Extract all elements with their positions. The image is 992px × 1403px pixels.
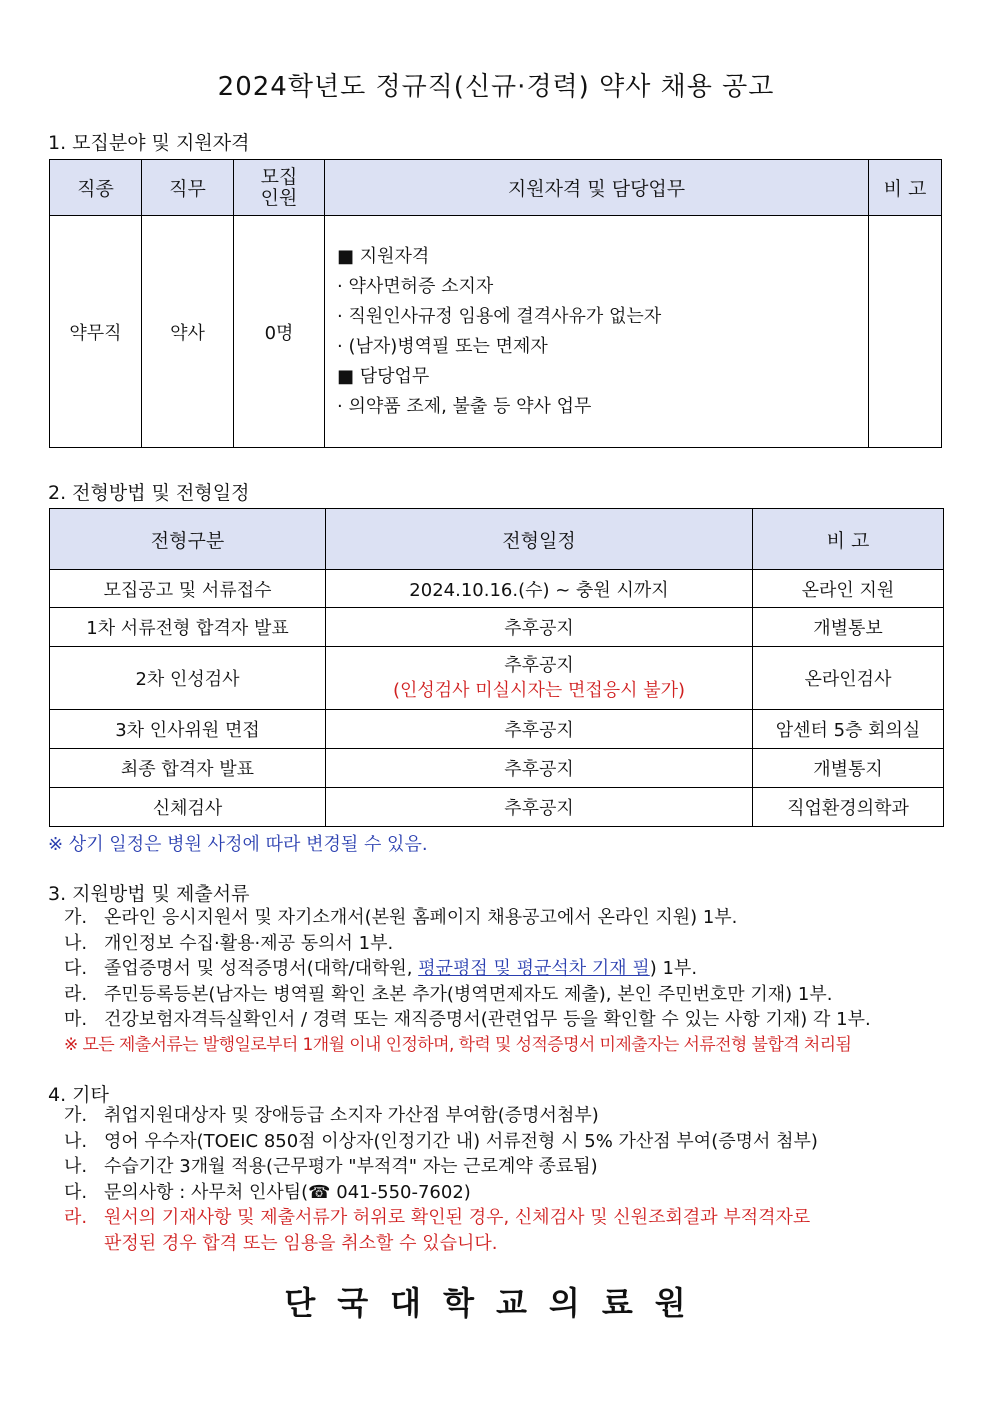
list-text-wrap [104,956,697,982]
cell-schedule: 추후공지 [326,749,753,788]
list-text: 건강보험자격득실확인서 / 경력 또는 재직증명서(관련업무 등을 확인할 수 있는 사항 기재) 각 1부. [104,1009,871,1030]
header-stage: 전형구분 [50,509,326,570]
cell-note: 온라인 지원 [753,570,944,608]
section4-heading: 4. 기타 [48,1084,109,1106]
header-duty: 직무 [142,160,234,216]
list-item [64,1007,871,1033]
page-title: 2024학년도 정규직(신규·경력) 약사 채용 공고 [217,72,775,102]
list-marker: 라. [64,1207,88,1228]
qual-line: · 약사면허증 소지자 [337,275,494,297]
list-text: 온라인 응시지원서 및 자기소개서(본원 홈페이지 채용공고에서 온라인 지원) 1부. [104,907,738,928]
cell-stage: 신체검사 [50,788,326,827]
qual-line: ■ 담당업무 [337,365,430,387]
header-count-label: 모집 인원 [260,165,298,209]
list-item-warning [64,1205,818,1256]
warning-line: 판정된 경우 합격 또는 임용을 취소할 수 있습니다. [104,1232,498,1254]
cell-schedule: 2024.10.16.(수) ~ 충원 시까지 [326,570,753,608]
list-item [64,982,871,1008]
header-note: 비 고 [869,160,942,216]
qual-line: · 직원인사규정 임용에 결격사유가 없는자 [337,305,662,327]
list-text: 개인정보 수집·활용·제공 동의서 1부. [104,932,394,954]
header-count [234,160,325,216]
cell-duty: 약사 [142,216,234,448]
other-list [64,1103,818,1256]
table-row [50,216,942,448]
list-marker: 마. [64,1009,88,1030]
header-qualification: 지원자격 및 담당업무 [325,160,869,216]
schedule-warning: (인성검사 미실시자는 면접응시 불가) [392,680,686,701]
table-row [50,608,944,647]
cell-schedule: 추후공지 [326,608,753,647]
list-item [64,1180,818,1206]
qual-line: · 의약품 조제, 불출 등 약사 업무 [337,395,592,417]
list-marker: 나. [64,1156,88,1177]
cell-note: 개별통지 [753,749,944,788]
list-marker: 가. [64,1105,88,1126]
recruitment-field-table [49,159,942,448]
cell-schedule [326,647,753,710]
header-note: 비 고 [753,509,944,570]
header-schedule: 전형일정 [326,509,753,570]
list-marker: 가. [64,907,88,928]
section1-heading: 1. 모집분야 및 지원자격 [48,132,250,154]
table-row [50,749,944,788]
table-header-row [50,160,942,216]
institution-name: 단국대학교의료원 [284,1284,708,1322]
cell-stage: 1차 서류전형 합격자 발표 [50,608,326,647]
list-text: 취업지원대상자 및 장애등급 소지자 가산점 부여함(증명서첨부) [104,1105,599,1126]
list-item [64,1154,818,1180]
cell-stage: 모집공고 및 서류접수 [50,570,326,608]
list-text: 수습기간 3개월 적용(근무평가 "부적격" 자는 근로계약 종료됨) [104,1156,598,1177]
cell-qualification [325,216,869,448]
list-item [64,905,871,931]
list-item [64,1103,818,1129]
list-text: 주민등록등본(남자는 병역필 확인 초본 추가(병역면제자도 제출), 본인 주민번호만 기재) 1부. [104,983,833,1005]
list-text: 문의사항 : 사무처 인사팀(☎ 041-550-7602) [104,1181,471,1203]
gpa-requirement-text: 평균평점 및 평균석차 기재 필 [418,958,650,979]
header-job-type: 직종 [50,160,142,216]
documents-list [64,905,871,1058]
list-item [64,931,871,957]
section3-heading: 3. 지원방법 및 제출서류 [48,883,250,905]
list-marker: 다. [64,958,88,979]
cell-schedule: 추후공지 [326,710,753,749]
list-text: ) 1부. [649,958,698,979]
list-item [64,1129,818,1155]
table-row [50,710,944,749]
cell-schedule: 추후공지 [326,788,753,827]
list-text: 영어 우수자(TOEIC 850점 이상자(인정기간 내) 서류전형 시 5% 가산점 부여(증명서 첨부) [104,1130,818,1152]
cell-count: 0명 [234,216,325,448]
schedule-table [49,508,944,827]
cell-stage: 3차 인사위원 면접 [50,710,326,749]
cell-note [869,216,942,448]
warning-text-wrap [104,1205,810,1256]
list-marker: 다. [64,1181,88,1203]
list-marker: 나. [64,932,88,954]
cell-job-type: 약무직 [50,216,142,448]
schedule-footnote: ※ 상기 일정은 병원 사정에 따라 변경될 수 있음. [48,834,428,855]
cell-note: 개별통보 [753,608,944,647]
list-marker: 라. [64,983,88,1005]
qual-line: · (남자)병역필 또는 면제자 [337,335,548,357]
list-text: 졸업증명서 및 성적증명서(대학/대학원, [104,958,419,979]
qual-line: ■ 지원자격 [337,245,430,267]
schedule-text: 추후공지 [504,655,574,676]
cell-stage: 최종 합격자 발표 [50,749,326,788]
cell-stage: 2차 인성검사 [50,647,326,710]
table-row [50,647,944,710]
cell-note: 온라인검사 [753,647,944,710]
table-row [50,570,944,608]
warning-line: 원서의 기재사항 및 제출서류가 허위로 확인된 경우, 신체검사 및 신원조회결과 부적격자로 [104,1207,811,1228]
table-header-row [50,509,944,570]
list-marker: 나. [64,1130,88,1152]
documents-warning: ※ 모든 제출서류는 발행일로부터 1개월 이내 인정하며, 학력 및 성적증명서 미제출자는 서류전형 불합격 처리됨 [64,1034,852,1055]
cell-note: 직업환경의학과 [753,788,944,827]
list-item [64,956,871,982]
cell-note: 암센터 5층 회의실 [753,710,944,749]
section2-heading: 2. 전형방법 및 전형일정 [48,482,250,504]
table-row [50,788,944,827]
